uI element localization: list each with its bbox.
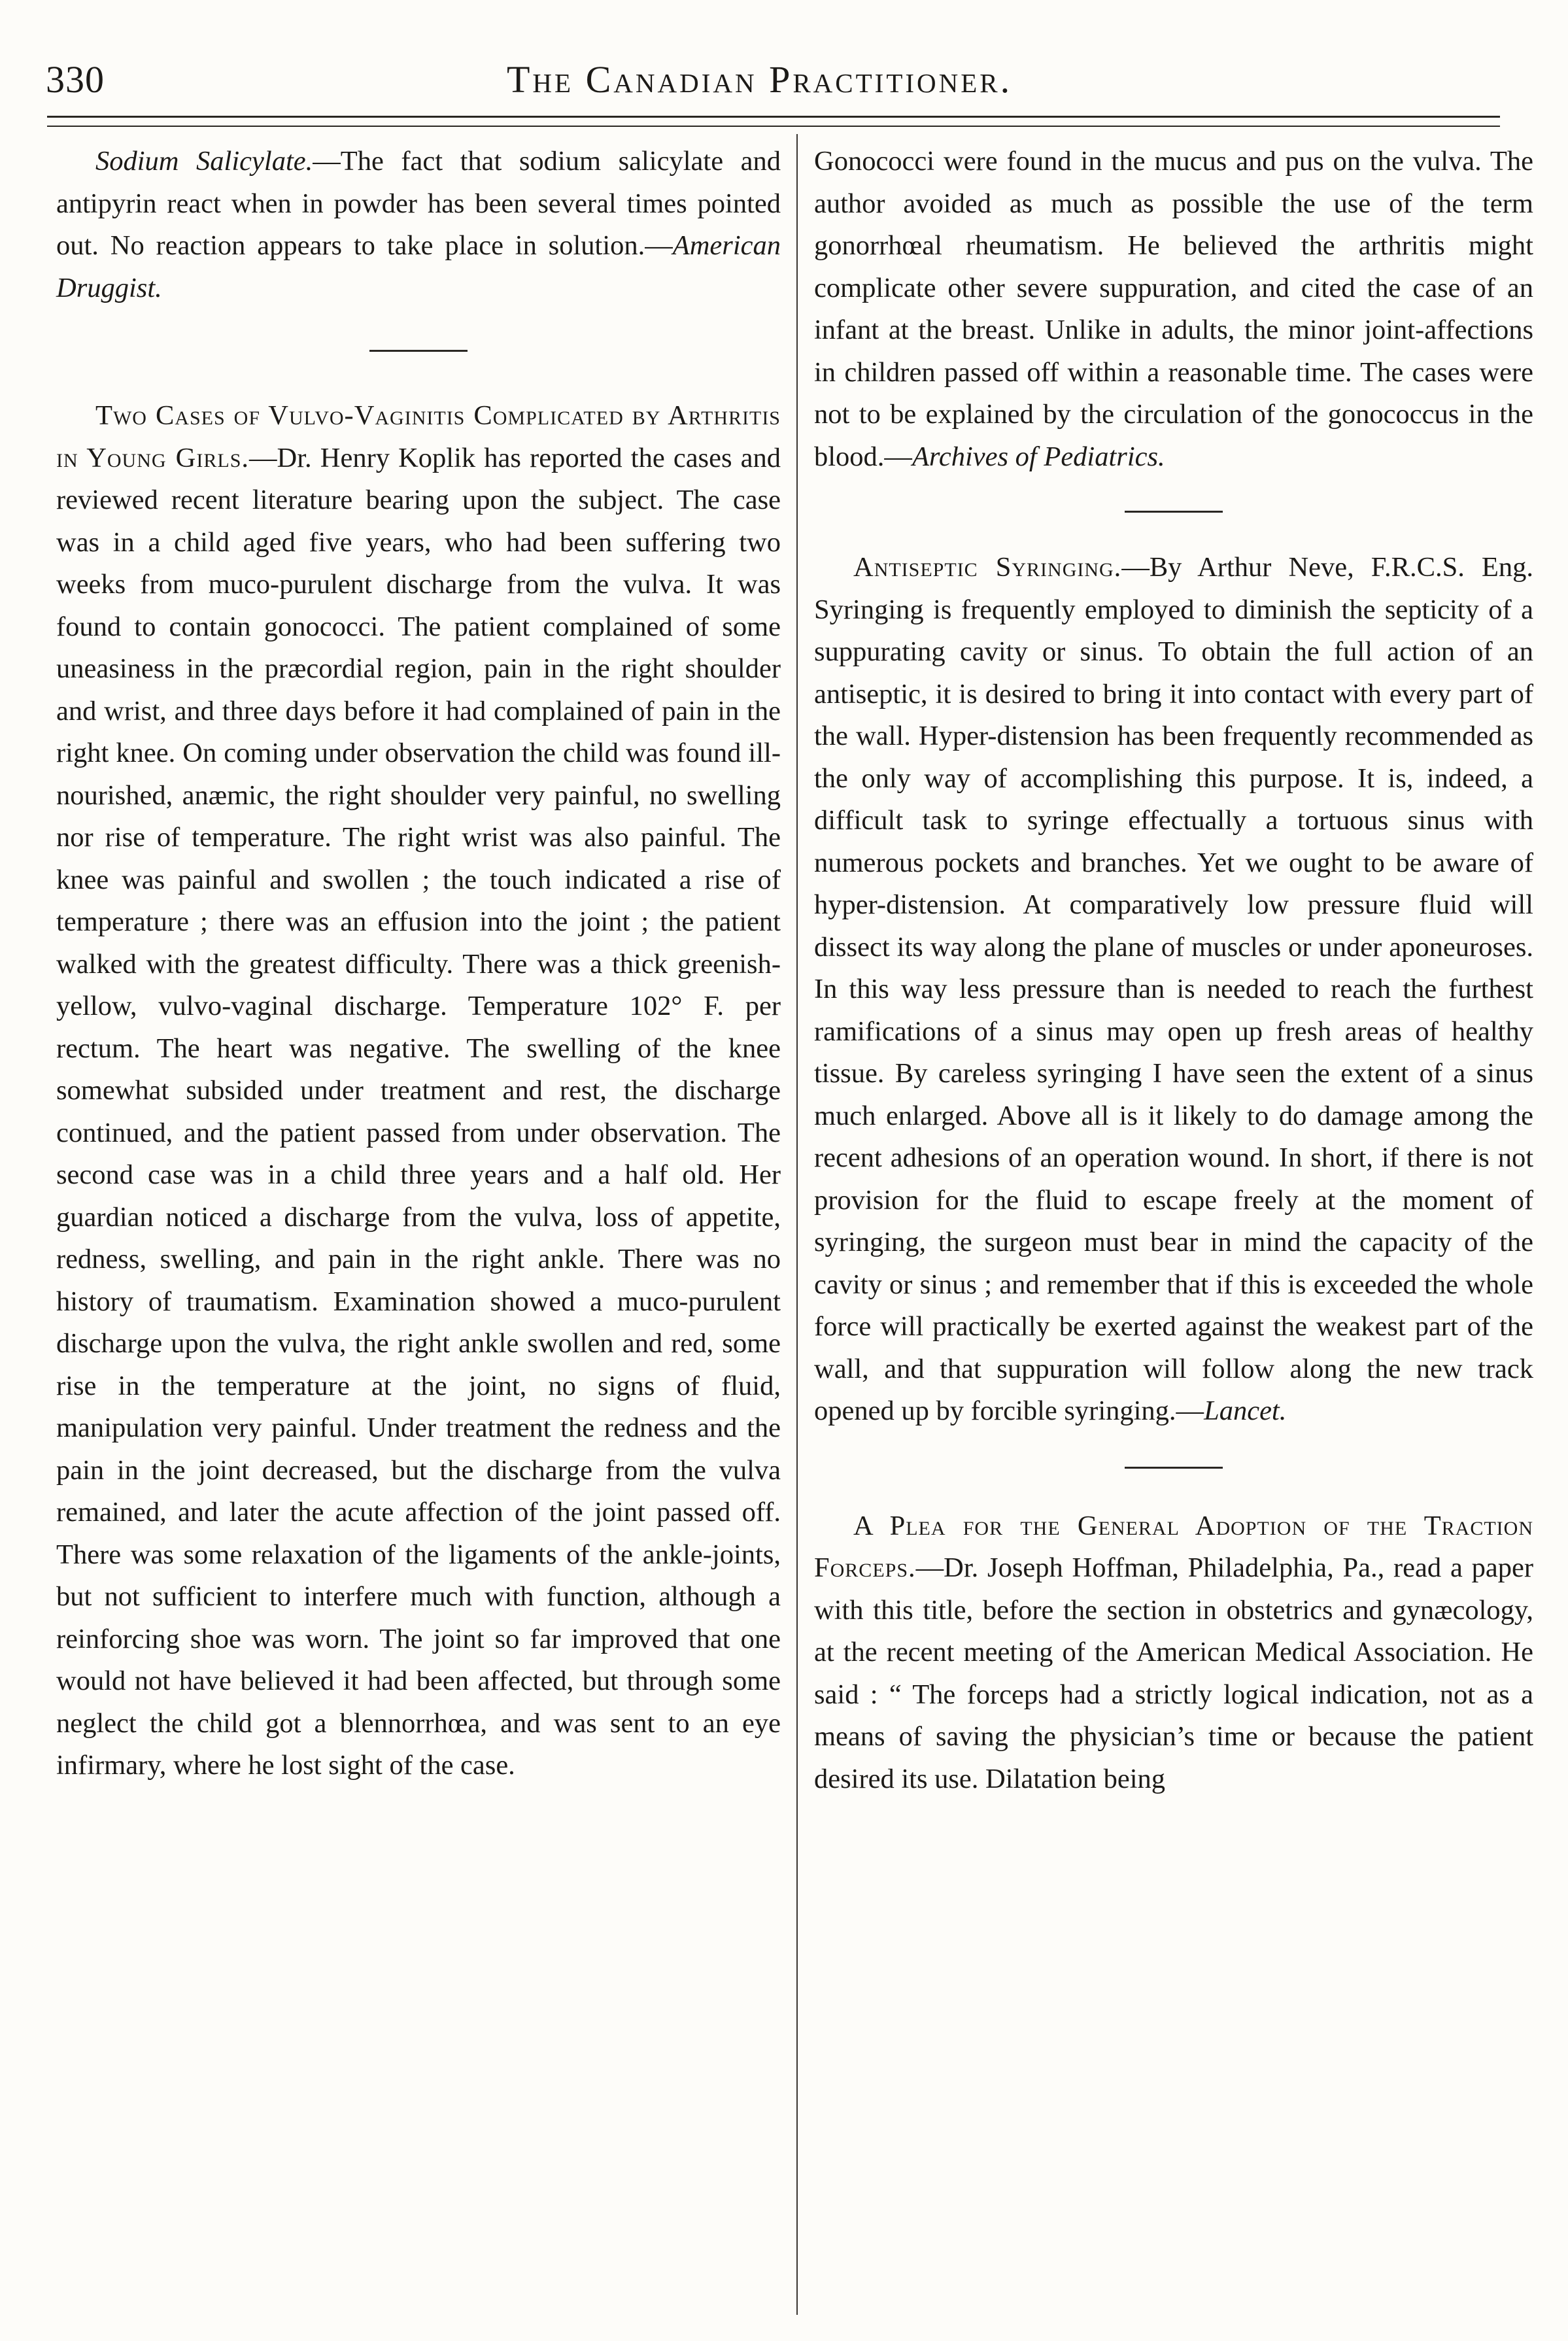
article-source: Archives of Pediatrics. — [912, 441, 1165, 472]
article-body: Gonococci were found in the mucus and pus on the vulva. The author avoided as much as possible the use of the term gonorrhœal rheumatism. He believed the arthritis might complicate other severe suppuration, and cited the case of an infant at the breast. Unlike in adults, the minor joint-affections in children passed off within a reasonable time. The cases were not to be explained by the circulation of the gonococcus in the blood.— — [814, 146, 1533, 472]
article-source: Lancet. — [1204, 1395, 1287, 1426]
left-column — [56, 141, 781, 1787]
right-column — [814, 141, 1533, 1800]
article-antiseptic-syringing — [814, 547, 1533, 1433]
section-separator — [1125, 511, 1223, 513]
section-separator — [1125, 1467, 1223, 1469]
article-title: A Plea for the General Adoption of the Traction Forceps. — [814, 1510, 1533, 1583]
article-vulvo-vaginitis — [56, 395, 781, 1787]
page-number: 330 — [46, 58, 105, 101]
section-separator — [369, 350, 468, 352]
article-source: American Druggist. — [56, 230, 781, 303]
running-title: The Canadian Practitioner. — [507, 58, 1013, 101]
article-title: Antiseptic Syringing. — [853, 552, 1122, 583]
article-traction-forceps — [814, 1505, 1533, 1801]
article-title: Sodium Salicylate. — [95, 146, 313, 177]
article-body: —Dr. Henry Koplik has reported the cases and reviewed recent literature bearing upon the subject. The case was in a child aged five years, who had been suffering two weeks from muco-purulent discharge from the vulva. It was found to contain gonococci. The patient complained of some uneasiness in the præcordial region, pain in the right shoulder and wrist, and three days before it had complained of pain in the right knee. On coming under observation the child was found ill-nourished, anæmic, the right shoulder very painful, no swelling nor rise of temperature. The right wrist was also painful. The knee was painful and swollen ; the touch indicated a rise of temperature ; there was an effusion into the joint ; the patient walked with the greatest difficulty. There was a thick greenish-yellow, vulvo-vaginal discharge. Temperature 102° F. per rectum. The heart was negative. The swelling of the knee somewhat subsided under treatment and rest, the discharge continued, and the patient passed from under observation. The second case was in a child three years and a half old. Her guardian noticed a discharge from the vulva, loss of appetite, redness, swelling, and pain in the right ankle. There was no history of traumatism. Examination showed a muco-purulent discharge upon the vulva, the right ankle swollen and red, some rise in the temperature at the joint, no signs of fluid, manipulation very painful. Under treatment the redness and the pain in the joint decreased, but the discharge from the vulva remained, and later the acute affection of the joint passed off. There was some relaxation of the ligaments of the ankle-joints, but not sufficient to interfere much with function, although a reinforcing shoe was worn. The joint so far improved that one would not have believed it had been affected, but through some neglect the child got a blennorrhœa, and was sent to an eye infirmary, where he lost sight of the case. — [56, 442, 781, 1781]
article-body: —The fact that sodium salicylate and antipyrin react when in powder has been several times pointed out. No reaction appears to take place in solution.— — [56, 146, 781, 261]
page-header — [39, 46, 1510, 111]
article-title: Two Cases of Vulvo-Vaginitis Complicated by Arthritis in Young Girls. — [56, 400, 781, 473]
column-divider — [796, 134, 798, 2315]
header-rule-thin — [47, 126, 1500, 127]
article-vulvo-vaginitis-continued — [814, 141, 1533, 478]
article-body: —Dr. Joseph Hoffman, Philadelphia, Pa., read a paper with this title, before the section in obstetrics and gynæcology, at the recent meeting of the American Medical Association. He said : “ The forceps had a strictly logical indication, not as a means of saving the physician’s time or because the patient desired its use. Dilatation being — [814, 1552, 1533, 1794]
article-sodium-salicylate — [56, 141, 781, 309]
article-body: —By Arthur Neve, F.R.C.S. Eng. Syringing is frequently employed to diminish the septicity of a suppurating cavity or sinus. To obtain the full action of an antiseptic, it is desired to bring it into contact with every part of the wall. Hyper-distension has been frequently recommended as the only way of accomplishing this purpose. It is, indeed, a difficult task to syringe effectually a tortuous sinus with numerous pockets and branches. Yet we ought to be aware of hyper-distension. At comparatively low pressure fluid will dissect its way along the plane of muscles or under aponeuroses. In this way less pressure than is needed to reach the furthest ramifications of a sinus may open up fresh areas of healthy tissue. By careless syringing I have seen the extent of a sinus much enlarged. Above all is it likely to do damage among the recent adhesions of an operation wound. In short, if there is not provision for the fluid to escape freely at the moment of syringing, the surgeon must bear in mind the capacity of the cavity or sinus ; and remember that if this is exceeded the whole force will practically be exerted against the weakest part of the wall, and that suppuration will follow along the new track opened up by forcible syringing.— — [814, 552, 1533, 1426]
header-rule-thick — [47, 116, 1500, 118]
